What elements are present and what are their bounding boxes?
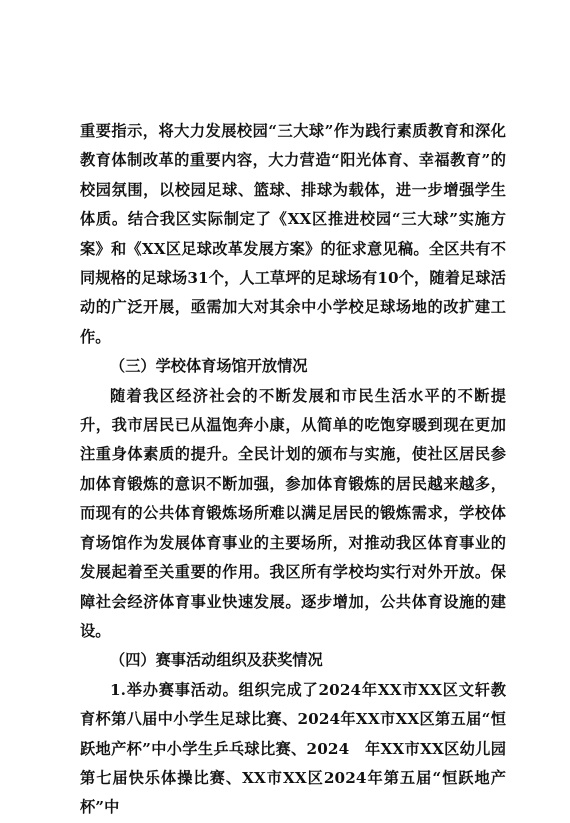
section-heading-events-awards: （四）赛事活动组织及获奖情况 bbox=[110, 651, 323, 670]
section-heading-venue-opening: （三）学校体育场馆开放情况 bbox=[110, 357, 308, 376]
document-body bbox=[80, 117, 506, 823]
paragraph-campus-ball-sports: 重要指示，将大力发展校园“三大球”作为践行素质教育和深化教育体制改革的重要内容，大力营造“阳光体育、幸福教育”的校园氛围，以校园足球、篮球、排球为载体，进一步增强学生体质。结合我区实际制定了《XX区推进校园“三大球”实施方案》和《XX区足球改革发展方案》的征求意见稿。全区共有不同规格的足球场31个，人工草坪的足球场有10个，随着足球活动的广泛开展，亟需加大对其余中小学校足球场地的改扩建工作。 bbox=[80, 122, 506, 346]
paragraph-venue-opening: 随着我区经济社会的不断发展和市民生活水平的不断提升，我市居民已从温饱奔小康，从简单的吃饱穿暖到现在更加注重身体素质的提升。全民计划的颁布与实施，使社区居民参加体育锻炼的意识不断加强，参加体育锻炼的居民越来越多，而现有的公共体育锻炼场所难以满足居民的锻炼需求，学校体育场馆作为发展体育事业的主要场所，对推动我区体育事业的发展起着至关重要的作用。我区所有学校均实行对外开放。保障社会经济体育事业快速发展。逐步增加，公共体育设施的建设。 bbox=[80, 386, 506, 640]
paragraph-events-held: 1.举办赛事活动。组织完成了2024年XX市XX区文轩教育杯第八届中小学生足球比赛、2024年XX市XX区第五届“恒跃地产杯”中小学生乒乓球比赛、2024 年XX市XX区幼儿园第七届快乐体操比赛、XX市XX区2024年第五届“恒跃地产杯”中 bbox=[80, 680, 506, 817]
